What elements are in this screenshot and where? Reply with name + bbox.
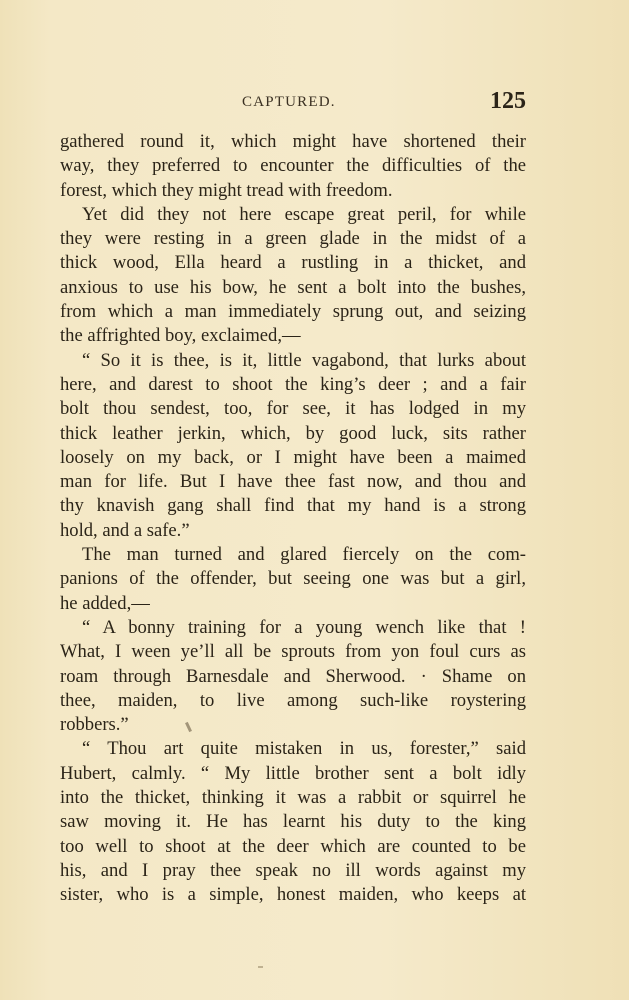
text-line: way, they preferred to encounter the difficulties of the (60, 155, 526, 177)
text-line: forest, which they might tread with freedom. (60, 179, 393, 201)
text-line: “ So it is thee, is it, little vagabond, that lurks about (82, 349, 526, 371)
text-line: thy knavish gang shall find that my hand is a strong (60, 495, 526, 517)
text-line: robbers.” (60, 714, 129, 736)
text-line: the affrighted boy, exclaimed,— (60, 325, 301, 347)
text-line: saw moving it. He has learnt his duty to the king (60, 811, 526, 833)
text-line: anxious to use his bow, he sent a bolt into the bushes, (60, 276, 526, 298)
text-line: sister, who is a simple, honest maiden, who keeps at (60, 884, 526, 906)
paper-mark (258, 966, 263, 968)
text-line: thick leather jerkin, which, by good luck, sits rather (60, 422, 526, 444)
text-line: “ Thou art quite mistaken in us, forester,” said (82, 738, 526, 760)
body-text (60, 130, 526, 908)
text-line: from which a man immediately sprung out, and seizing (60, 301, 526, 323)
page-header (60, 88, 526, 120)
text-line: hold, and a safe.” (60, 519, 190, 541)
text-line: thee, maiden, to live among such-like roystering (60, 689, 526, 711)
text-line: thick wood, Ella heard a rustling in a thicket, and (60, 252, 526, 274)
text-line: The man turned and glared fiercely on the com- (82, 544, 526, 566)
text-line: he added,— (60, 592, 150, 614)
page-number: 125 (490, 88, 526, 114)
text-line: gathered round it, which might have shortened their (60, 131, 526, 152)
text-line: here, and darest to shoot the king’s deer ; and a fair (60, 373, 526, 395)
text-line: roam through Barnesdale and Sherwood. · Shame on (60, 665, 526, 687)
text-line: too well to shoot at the deer which are counted to be (60, 835, 526, 857)
text-line: man for life. But I have thee fast now, and thou and (60, 471, 526, 493)
text-line: panions of the offender, but seeing one was but a girl, (60, 568, 526, 590)
text-line: they were resting in a green glade in the midst of a (60, 228, 526, 250)
text-line: “ A bonny training for a young wench like that ! (82, 616, 526, 638)
running-title: CAPTURED. (242, 94, 336, 110)
text-line: into the thicket, thinking it was a rabbit or squirrel he (60, 787, 526, 809)
text-line: his, and I pray thee speak no ill words against my (60, 859, 526, 881)
text-line: Hubert, calmly. “ My little brother sent a bolt idly (60, 762, 526, 784)
text-line: What, I ween ye’ll all be sprouts from yon foul curs as (60, 641, 526, 663)
text-line: loosely on my back, or I might have been a maimed (60, 446, 526, 468)
text-line: bolt thou sendest, too, for see, it has lodged in my (60, 398, 526, 420)
text-line: Yet did they not here escape great peril, for while (82, 203, 526, 225)
